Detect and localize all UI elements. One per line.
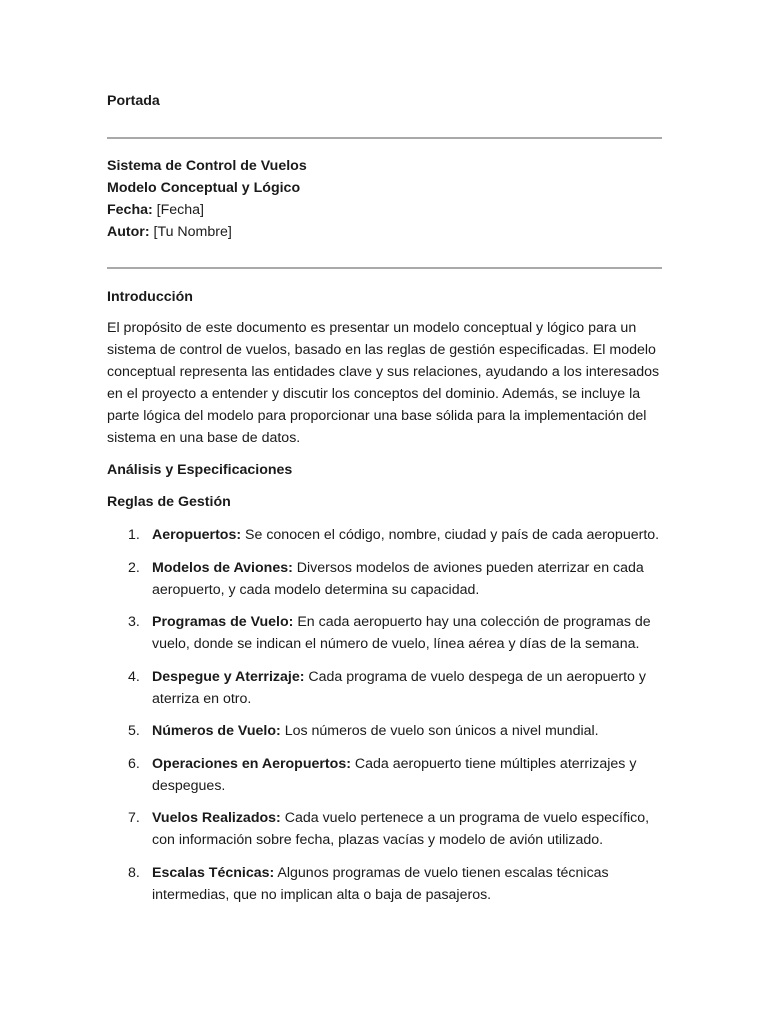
rules-list [107, 524, 663, 916]
author-line [107, 221, 307, 243]
list-item-text: En cada aeropuerto hay una colección de programas de vuelo, donde se indican el número de vuelo, línea aérea y días de la semana. [152, 614, 651, 652]
list-item [107, 753, 663, 797]
list-item-number: 6. [128, 755, 140, 772]
list-item [107, 557, 663, 601]
list-item-text: Algunos programas de vuelo tienen escalas técnicas intermedias, que no implican alta o baja de pasajeros. [152, 864, 609, 903]
list-item-number: 2. [128, 559, 140, 576]
author-label: Autor: [107, 224, 150, 240]
list-item-title: Operaciones en Aeropuertos: [152, 755, 351, 772]
list-item-title: Despegue y Aterrizaje: [152, 668, 305, 685]
list-item-text: Cada programa de vuelo despega de un aeropuerto y aterriza en otro. [152, 668, 646, 707]
intro-paragraph: El propósito de este documento es presentar un modelo conceptual y lógico para un sistema de control de vuelos, basado en las reglas de gestión especificadas. El modelo conceptual representa las entidades clave y sus relaciones, ayudando a los interesados en el proyecto a entender y discutir los conceptos del dominio. Además, se incluye la parte lógica del modelo para proporcionar una base sólida para la implementación del sistema en una base de datos. [107, 320, 660, 446]
analysis-heading: Análisis y Especificaciones [107, 462, 293, 478]
cover-label: Portada [107, 93, 160, 109]
list-item-number: 3. [128, 614, 140, 630]
list-item [107, 862, 663, 906]
list-item-number: 8. [128, 864, 140, 881]
list-item-title: Modelos de Aviones: [152, 559, 293, 576]
cover-block [107, 155, 307, 243]
intro-heading: Introducción [107, 289, 193, 305]
date-value: [Fecha] [152, 202, 204, 218]
list-item [107, 807, 663, 851]
horizontal-divider [107, 267, 662, 269]
date-label: Fecha: [107, 202, 153, 218]
list-item-number: 5. [128, 723, 140, 739]
list-item-number: 7. [128, 810, 140, 826]
list-item-text: Se conocen el código, nombre, ciudad y país de cada aeropuerto. [241, 527, 660, 543]
list-item-text: Los números de vuelo son únicos a nivel mundial. [280, 723, 599, 739]
list-item-text: Diversos modelos de aviones pueden aterrizar en cada aeropuerto, y cada modelo determina su capacidad. [152, 559, 644, 598]
list-item-number: 4. [128, 668, 140, 685]
list-item [107, 524, 663, 546]
rules-heading: Reglas de Gestión [107, 494, 231, 510]
document-subtitle: Modelo Conceptual y Lógico [107, 180, 301, 196]
list-item-title: Programas de Vuelo: [152, 614, 294, 630]
list-item [107, 611, 663, 655]
horizontal-divider [107, 137, 662, 139]
list-item-title: Vuelos Realizados: [152, 810, 281, 826]
list-item [107, 720, 663, 742]
document-title: Sistema de Control de Vuelos [107, 158, 307, 174]
list-item-number: 1. [128, 527, 140, 543]
list-item-text: Cada vuelo pertenece a un programa de vuelo específico, con información sobre fecha, plazas vacías y modelo de avión utilizado. [152, 810, 650, 848]
list-item-title: Aeropuertos: [152, 527, 242, 543]
list-item-text: Cada aeropuerto tiene múltiples aterrizajes y despegues. [152, 755, 637, 794]
list-item [107, 666, 663, 710]
list-item-title: Números de Vuelo: [152, 723, 281, 739]
author-value: [Tu Nombre] [149, 224, 232, 240]
list-item-title: Escalas Técnicas: [152, 864, 275, 881]
date-line [107, 199, 307, 221]
